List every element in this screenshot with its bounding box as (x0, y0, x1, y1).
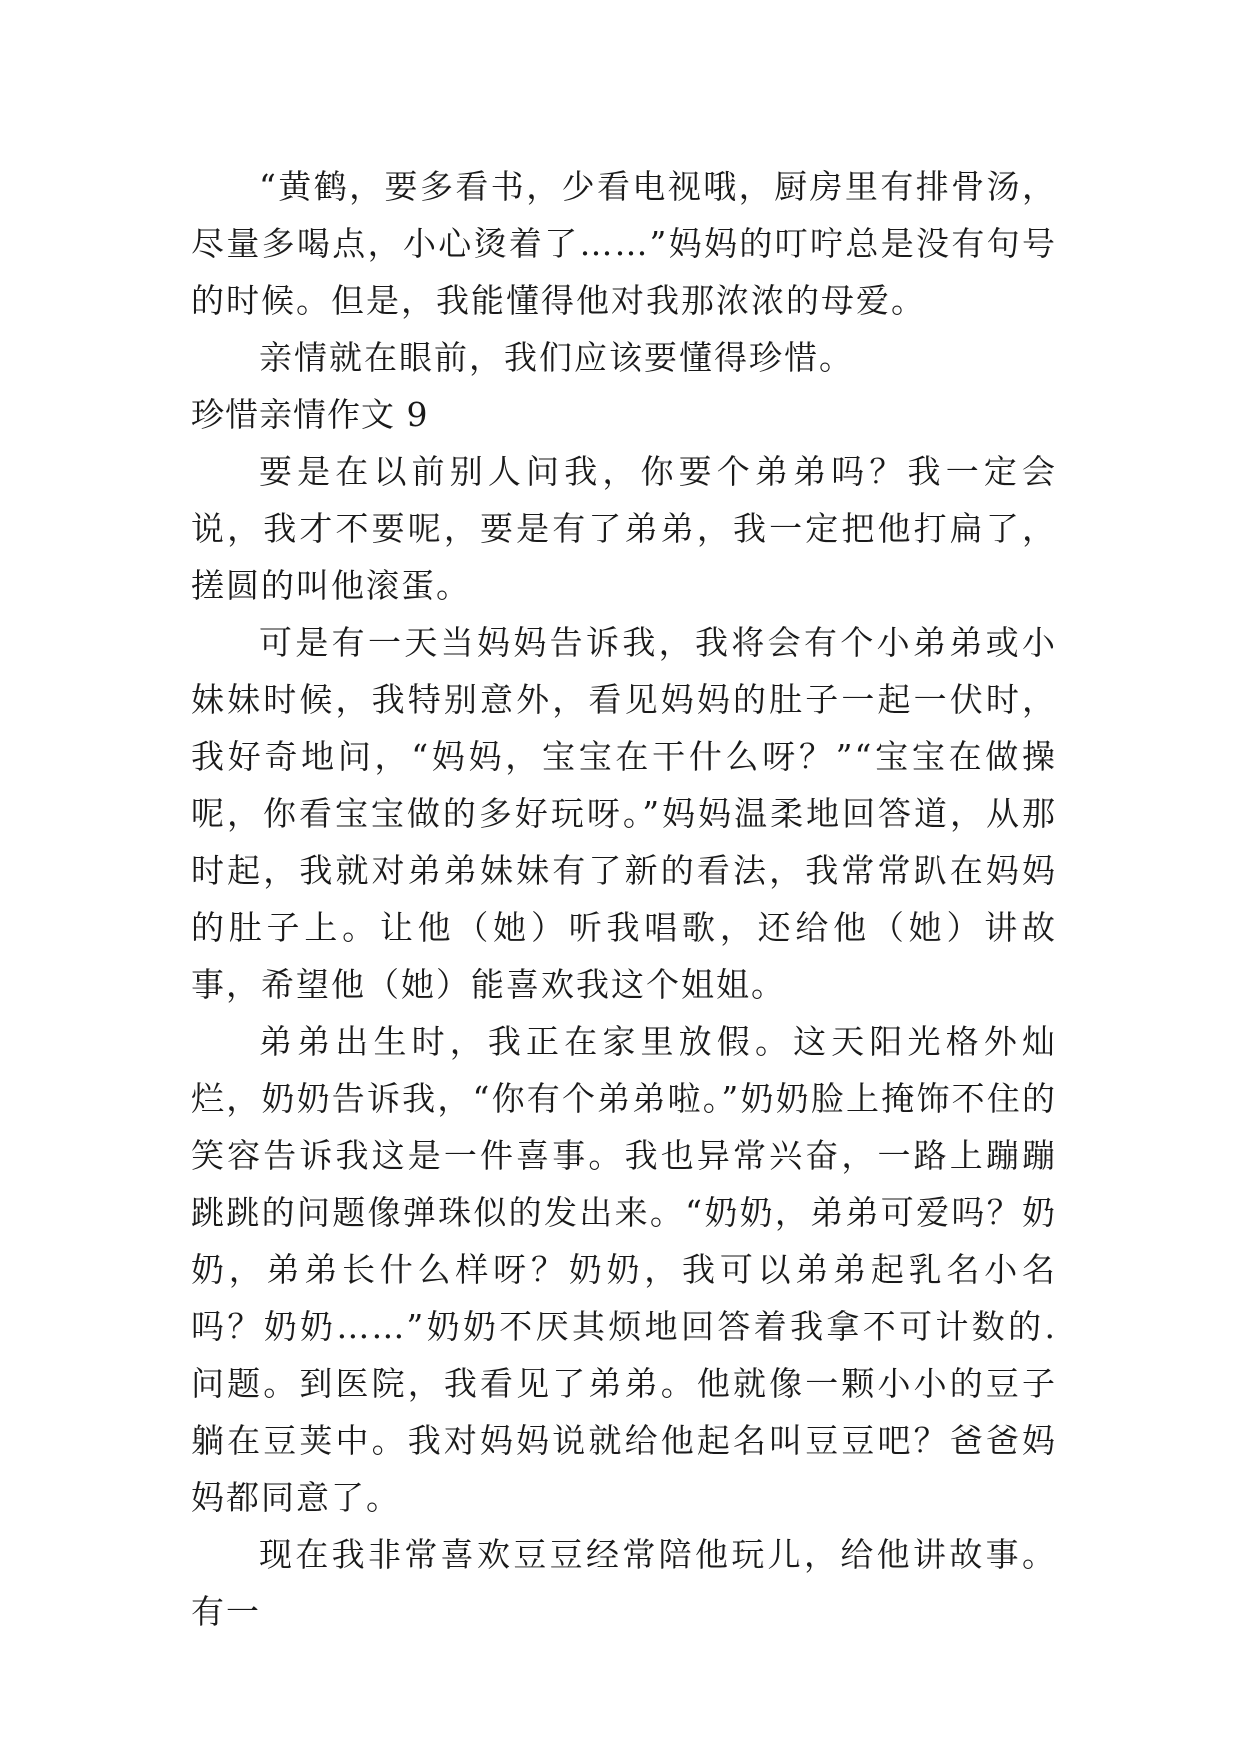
paragraph: 亲情就在眼前，我们应该要懂得珍惜。 (259, 338, 854, 377)
paragraph: 可是有一天当妈妈告诉我，我将会有个小弟弟或小妹妹时候，我特别意外，看见妈妈的肚子一起一伏时，我好奇地问，“妈妈，宝宝在干什么呀？”“宝宝在做操呢，你看宝宝做的多好玩呀。”妈妈温柔地回答道，从那时起，我就对弟弟妹妹有了新的看法，我常常趴在妈妈的肚子上。让他（她）听我唱歌，还给他（她）讲故事，希望他（她）能喜欢我这个姐姐。 (191, 623, 1057, 1004)
paragraph: 弟弟出生时，我正在家里放假。这天阳光格外灿烂，奶奶告诉我，“你有个弟弟啦。”奶奶脸上掩饰不住的笑容告诉我这是一件喜事。我也异常兴奋，一路上蹦蹦跳跳的问题像弹珠似的发出来。“奶奶，弟弟可爱吗？奶奶，弟弟长什么样呀？奶奶，我可以弟弟起乳名小名吗？奶奶……”奶奶不厌其烦地回答着我拿不可计数的.问题。到医院，我看见了弟弟。他就像一颗小小的豆子躺在豆荚中。我对妈妈说就给他起名叫豆豆吧？爸爸妈妈都同意了。 (191, 1022, 1057, 1517)
paragraph: 要是在以前别人问我，你要个弟弟吗？我一定会说，我才不要呢，要是有了弟弟，我一定把他打扁了，搓圆的叫他滚蛋。 (191, 452, 1057, 605)
paragraph: “黄鹤，要多看书，少看电视哦，厨房里有排骨汤，尽量多喝点，小心烫着了……”妈妈的叮咛总是没有句号的时候。但是，我能懂得他对我那浓浓的母爱。 (191, 167, 1057, 320)
section-heading: 珍惜亲情作文 9 (191, 395, 429, 434)
document-body (191, 158, 1057, 1640)
paragraph: 现在我非常喜欢豆豆经常陪他玩儿，给他讲故事。有一 (191, 1535, 1057, 1631)
